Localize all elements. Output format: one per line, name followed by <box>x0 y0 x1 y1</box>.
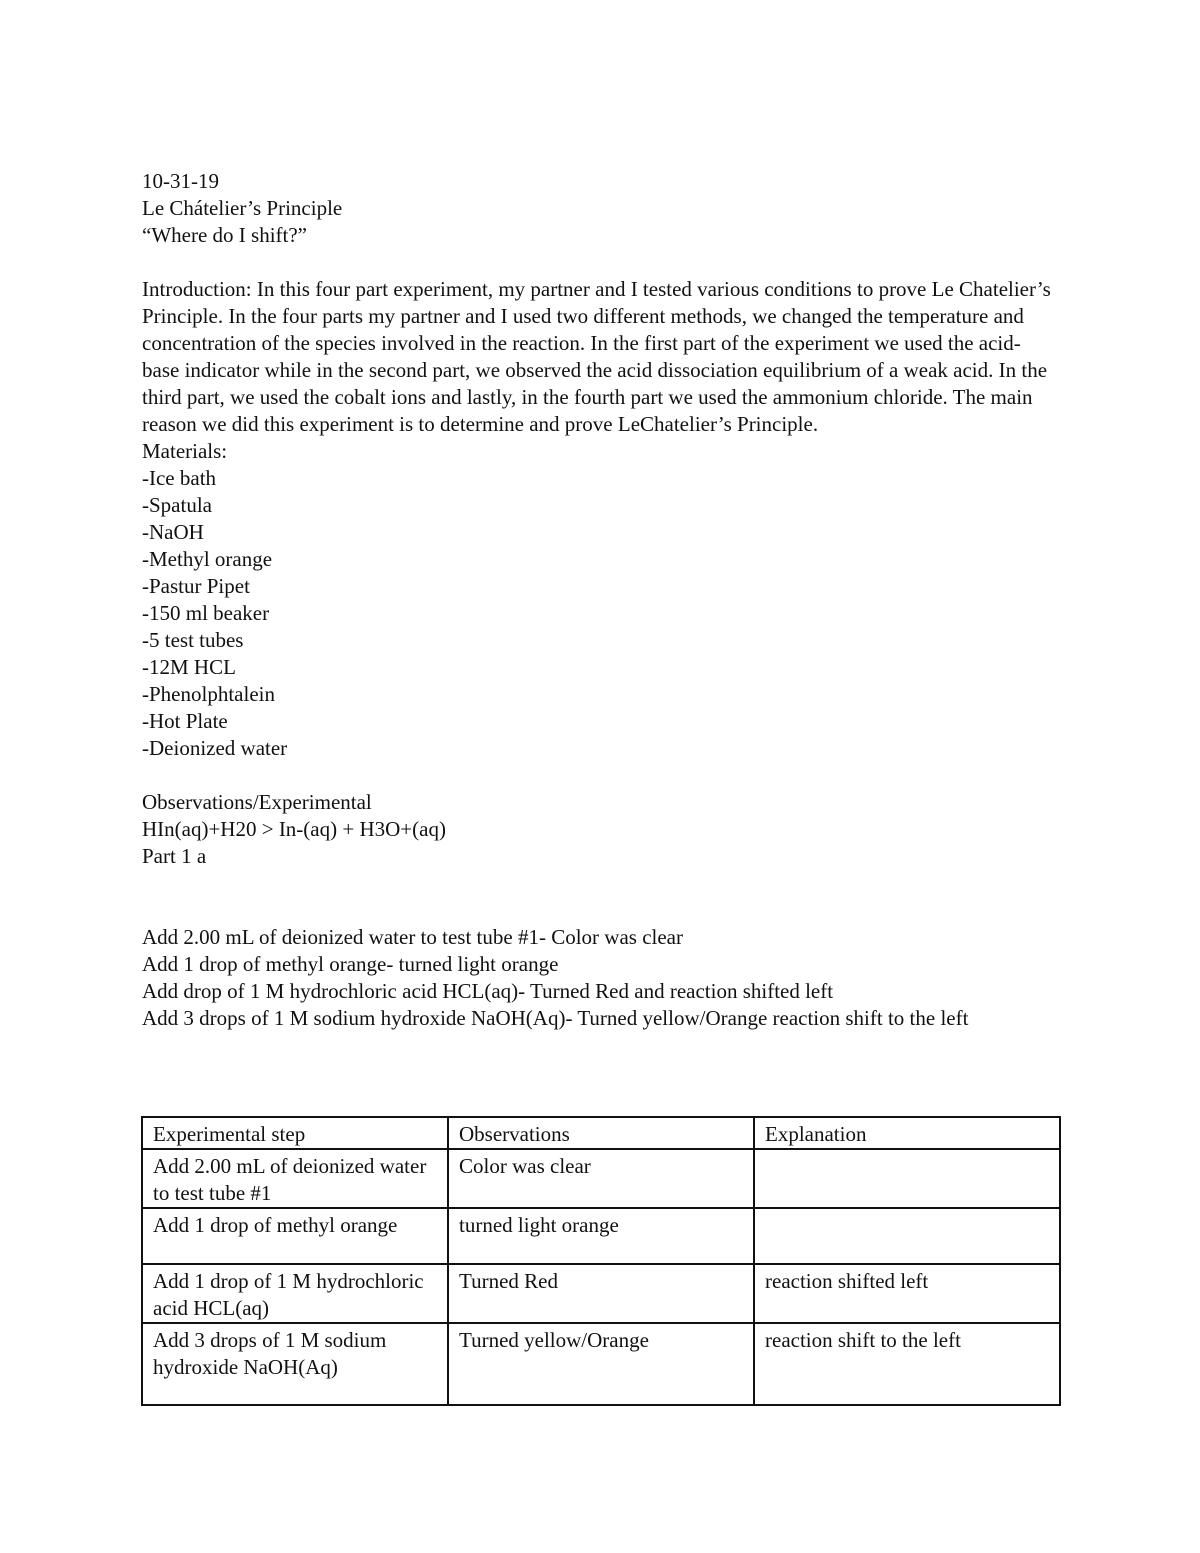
step-line: Add 2.00 mL of deionized water to test tube #1- Color was clear <box>142 925 683 949</box>
step-line: Add 1 drop of methyl orange- turned light orange <box>142 952 559 976</box>
table-cell-observation: Color was clear <box>448 1149 754 1208</box>
table-cell-explanation <box>754 1208 1060 1264</box>
step-line: Add 3 drops of 1 M sodium hydroxide NaOH(Aq)- Turned yellow/Orange reaction shift to the left <box>142 1006 969 1030</box>
material-item: -5 test tubes <box>142 628 244 652</box>
material-item: -Phenolphtalein <box>142 682 275 706</box>
table-row <box>142 1323 1060 1405</box>
observations-table <box>141 1116 1061 1406</box>
table-cell-step: Add 2.00 mL of deionized water to test tube #1 <box>142 1149 448 1208</box>
spacer <box>142 870 1062 924</box>
column-header-step: Experimental step <box>142 1117 448 1149</box>
spacer <box>142 249 1062 276</box>
table-row <box>142 1149 1060 1208</box>
column-header-explanation: Explanation <box>754 1117 1060 1149</box>
material-item: -Ice bath <box>142 466 217 490</box>
material-item: -Deionized water <box>142 736 288 760</box>
spacer <box>142 762 1062 789</box>
table-cell-step: Add 1 drop of methyl orange <box>142 1208 448 1264</box>
table-row <box>142 1208 1060 1264</box>
material-item: -NaOH <box>142 520 204 544</box>
material-item: -Hot Plate <box>142 709 228 733</box>
observations-heading: Observations/Experimental <box>142 790 372 814</box>
table-cell-explanation: reaction shift to the left <box>754 1323 1060 1405</box>
introduction-paragraph: Introduction: In this four part experiment, my partner and I tested various conditions to prove Le Chatelier’s Principle. In the four parts my partner and I used two different methods, we changed the temperature and concentration of the species involved in the reaction. In the first part of the experiment we used the acid-base indicator while in the second part, we observed the acid dissociation equilibrium of a weak acid. In the third part, we used the cobalt ions and lastly, in the fourth part we used the ammonium chloride. The main reason we did this experiment is to determine and prove LeChatelier’s Principle. <box>142 277 1051 436</box>
material-item: -12M HCL <box>142 655 236 679</box>
table-cell-explanation: reaction shifted left <box>754 1264 1060 1323</box>
part-label: Part 1 a <box>142 844 207 868</box>
material-item: -150 ml beaker <box>142 601 270 625</box>
table-cell-observation: Turned yellow/Orange <box>448 1323 754 1405</box>
column-header-observations: Observations <box>448 1117 754 1149</box>
material-item: -Spatula <box>142 493 212 517</box>
table-cell-observation: turned light orange <box>448 1208 754 1264</box>
document-subtitle: “Where do I shift?” <box>142 223 307 247</box>
table-row <box>142 1264 1060 1323</box>
reaction-equation: HIn(aq)+H20 > In-(aq) + H3O+(aq) <box>142 817 446 841</box>
table-cell-step: Add 3 drops of 1 M sodium hydroxide NaOH(Aq) <box>142 1323 448 1405</box>
table-cell-explanation <box>754 1149 1060 1208</box>
table-header-row <box>142 1117 1060 1149</box>
document-date: 10-31-19 <box>142 169 219 193</box>
material-item: -Pastur Pipet <box>142 574 250 598</box>
document-title: Le Chátelier’s Principle <box>142 196 343 220</box>
materials-heading: Materials: <box>142 439 228 463</box>
document-body <box>142 168 1062 1032</box>
step-line: Add drop of 1 M hydrochloric acid HCL(aq)- Turned Red and reaction shifted left <box>142 979 834 1003</box>
table-cell-step: Add 1 drop of 1 M hydrochloric acid HCL(aq) <box>142 1264 448 1323</box>
material-item: -Methyl orange <box>142 547 273 571</box>
table-cell-observation: Turned Red <box>448 1264 754 1323</box>
